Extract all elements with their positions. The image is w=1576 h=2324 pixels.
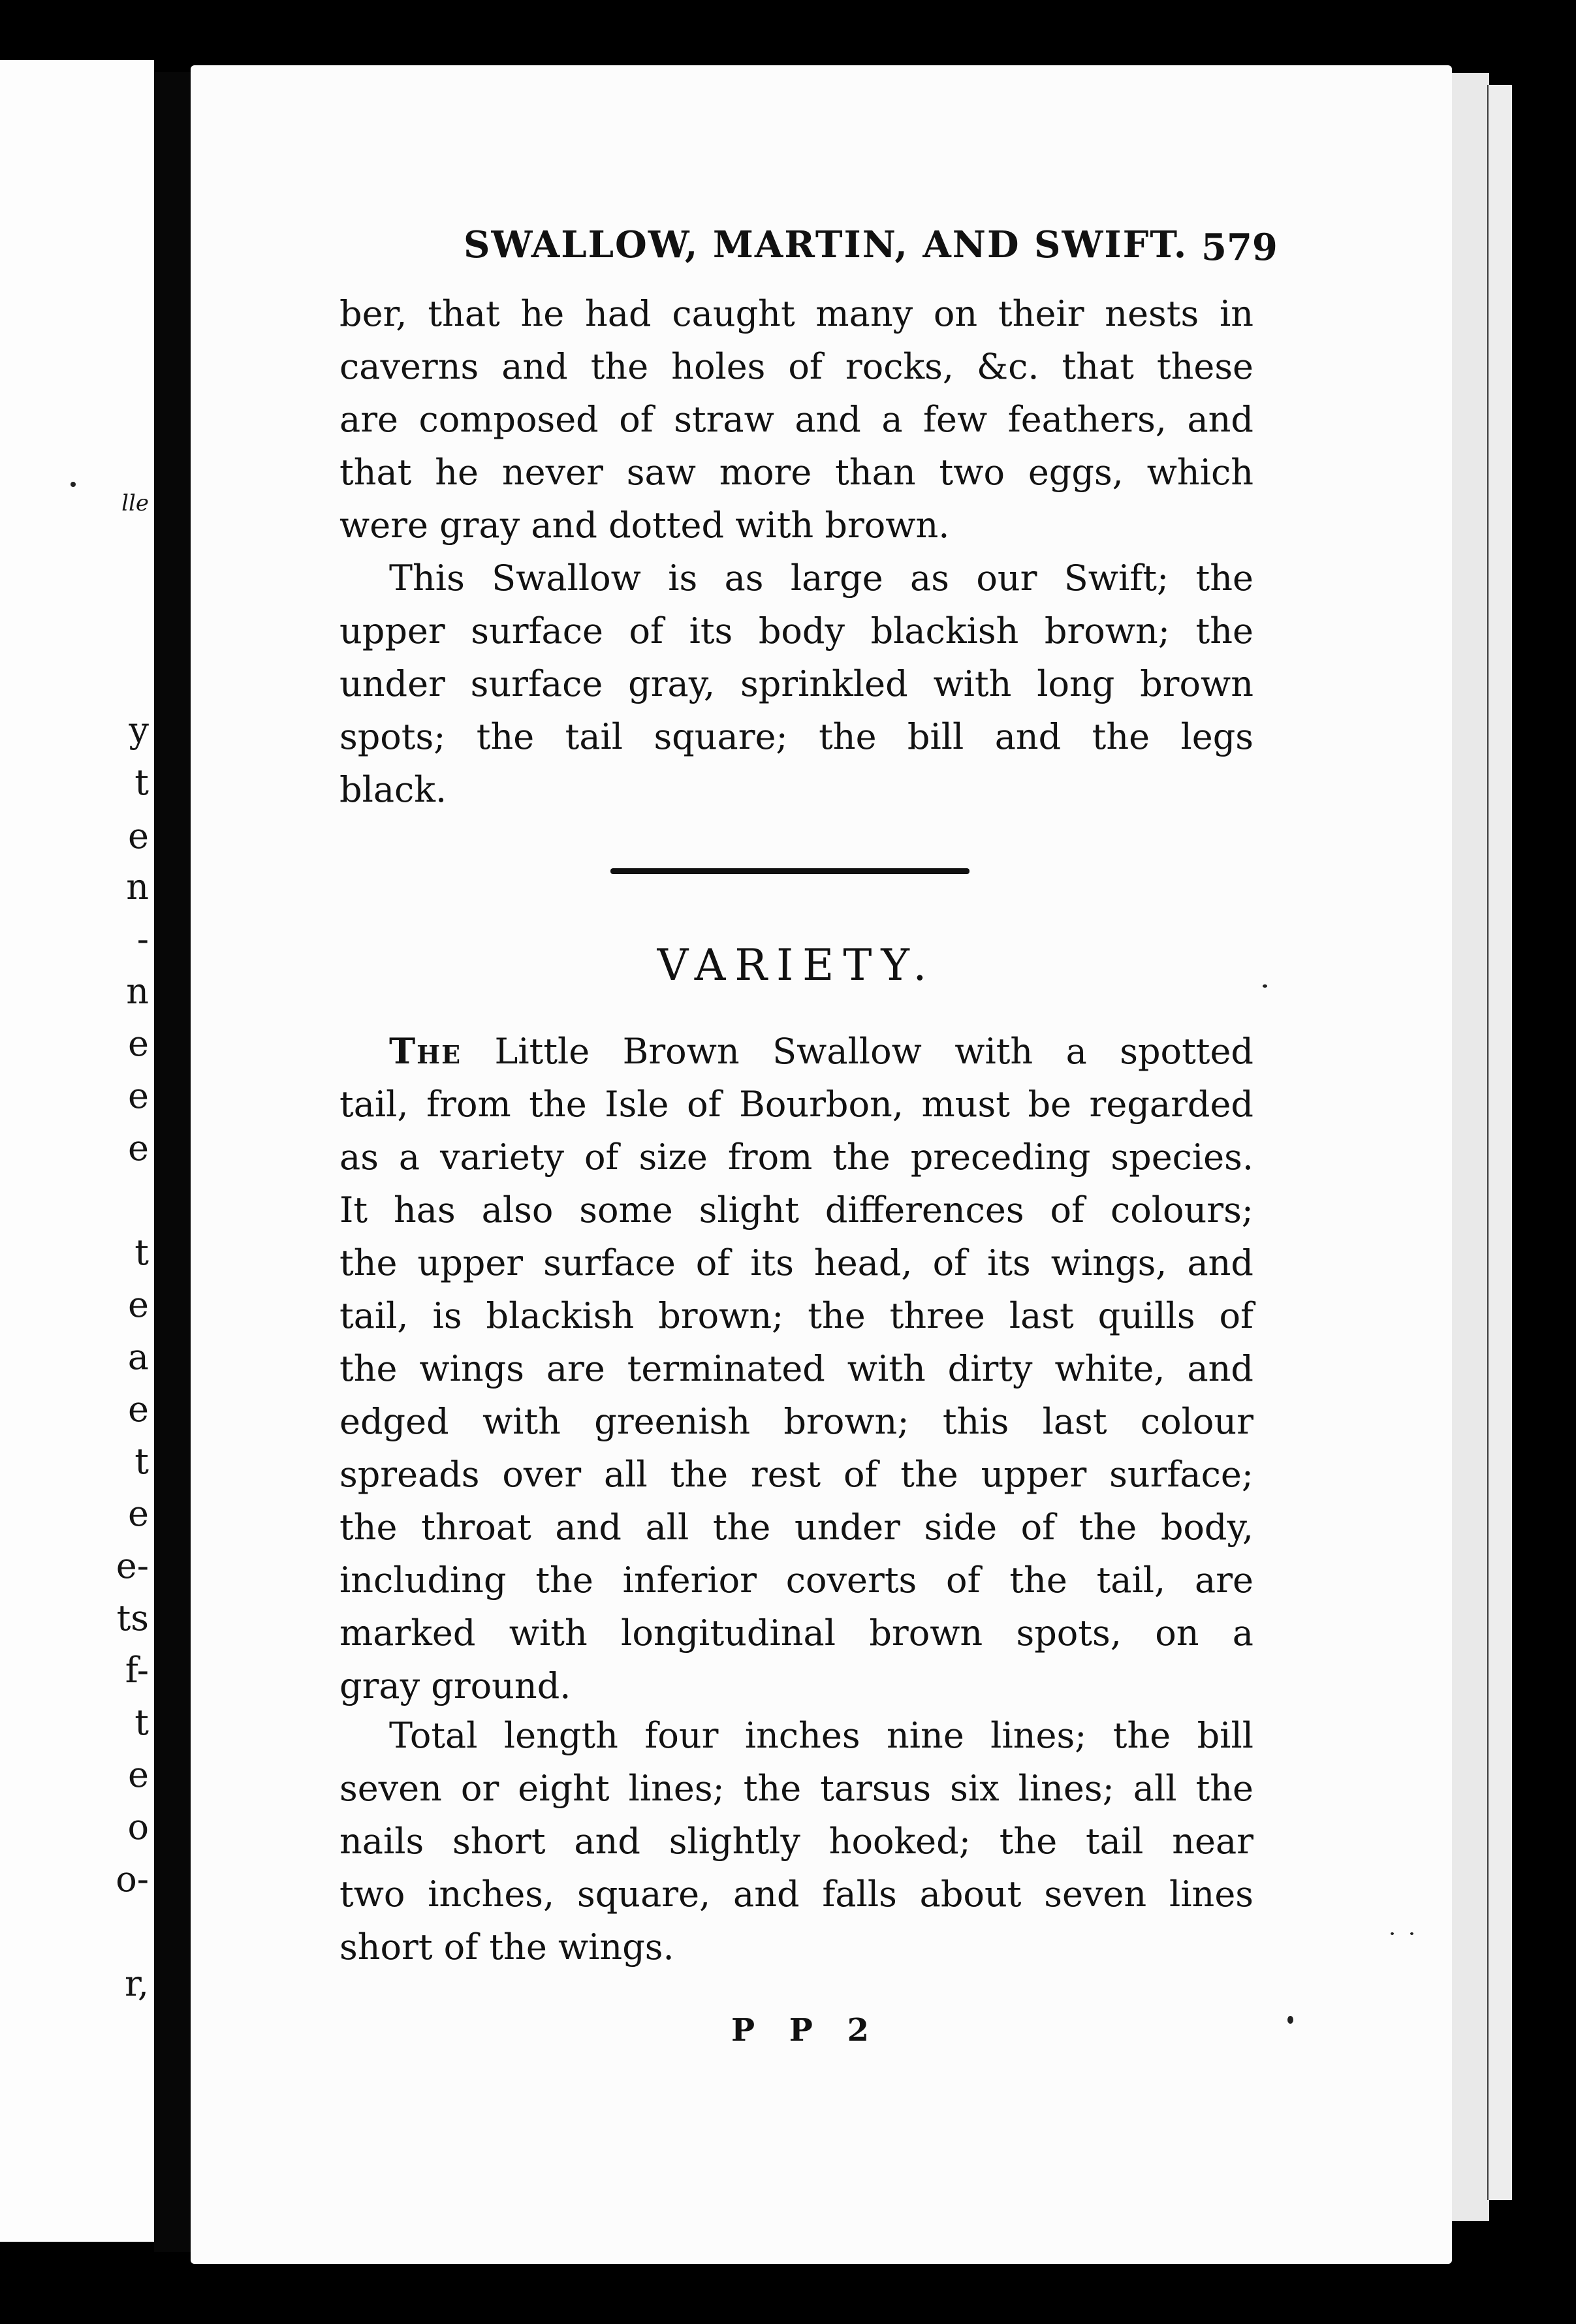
text-line: spots; the tail square; the bill and the legs <box>339 716 1253 757</box>
book-gutter <box>154 72 191 2252</box>
scan-speck <box>1287 2016 1293 2024</box>
previous-page-fragment: t <box>134 1702 149 1743</box>
paragraph-variety <box>339 1025 1253 1712</box>
text-line: were gray and dotted with brown. <box>339 505 950 546</box>
text-line: as a variety of size from the preceding species. <box>339 1137 1253 1178</box>
text-line: edged with greenish brown; this last colour <box>339 1401 1253 1442</box>
previous-page-fragment: n <box>126 971 149 1012</box>
text-line: ber, that he had caught many on their nests in <box>339 293 1253 334</box>
page-number: 579 <box>1201 226 1278 269</box>
text-line-first <box>339 1025 1253 1078</box>
drop-word: The <box>389 1030 462 1072</box>
previous-page-fragment: t <box>134 1232 149 1273</box>
text-line: the wings are terminated with dirty white, and <box>339 1348 1253 1389</box>
previous-page-fragment: e <box>128 815 149 856</box>
previous-page-fragment: t <box>134 762 149 803</box>
previous-page-fragment: a <box>127 1336 149 1377</box>
previous-page-fragment: e <box>128 1075 149 1116</box>
previous-page-fragment: e <box>128 1127 149 1169</box>
previous-page-fragment: ts <box>116 1597 149 1639</box>
text-line: under surface gray, sprinkled with long brown <box>339 663 1253 704</box>
previous-page-fragment: e <box>128 1023 149 1064</box>
section-heading: VARIETY. <box>657 940 936 990</box>
previous-page-fragment: e <box>128 1389 149 1430</box>
scan-speck <box>1391 1932 1394 1935</box>
text-line: spreads over all the rest of the upper surface; <box>339 1454 1253 1495</box>
text-line-rest: Little Brown Swallow with a spotted <box>462 1031 1253 1072</box>
previous-page-edge <box>0 60 154 2242</box>
previous-page-fragment: n <box>126 866 149 907</box>
signature-mark: P P 2 <box>731 2012 881 2049</box>
previous-page-fragment: - <box>136 919 149 960</box>
text-line: are composed of straw and a few feathers, and <box>339 399 1253 440</box>
previous-page-fragment: e <box>128 1493 149 1534</box>
text-line: nails short and slightly hooked; the tail near <box>339 1821 1253 1862</box>
text-line: It has also some slight differences of colours; <box>339 1189 1253 1231</box>
scan-speck <box>1410 1932 1413 1935</box>
paragraph-continuation <box>339 287 1253 552</box>
previous-page-fragment: e- <box>116 1545 149 1586</box>
text-line: caverns and the holes of rocks, &c. that these <box>339 346 1253 387</box>
previous-page-fragment: y <box>129 710 149 751</box>
previous-page-fragment: lle <box>121 490 149 516</box>
scan-speck <box>71 482 76 487</box>
text-line: marked with longitudinal brown spots, on a <box>339 1612 1253 1654</box>
text-line: black. <box>339 769 447 810</box>
running-head <box>274 223 1293 275</box>
running-title: SWALLOW, MARTIN, AND SWIFT. <box>464 223 1188 266</box>
previous-page-fragment: t <box>134 1441 149 1482</box>
text-line: tail, from the Isle of Bourbon, must be regarded <box>339 1084 1253 1125</box>
scan-speck <box>1263 984 1267 988</box>
text-line: Total length four inches nine lines; the bill <box>389 1715 1253 1756</box>
text-line: the throat and all the under side of the body, <box>339 1507 1253 1548</box>
text-line: seven or eight lines; the tarsus six lines; all the <box>339 1768 1253 1809</box>
section-divider-rule <box>610 868 969 874</box>
previous-page-fragment: e <box>128 1754 149 1795</box>
text-line: upper surface of its body blackish brown; the <box>339 610 1253 652</box>
text-line: that he never saw more than two eggs, which <box>339 452 1253 493</box>
paragraph-description <box>339 552 1253 816</box>
text-line: tail, is blackish brown; the three last quills of <box>339 1295 1253 1336</box>
text-line: short of the wings. <box>339 1926 674 1968</box>
text-line: two inches, square, and falls about seven lines <box>339 1874 1253 1915</box>
text-line: the upper surface of its head, of its wings, and <box>339 1242 1253 1283</box>
paragraph-measurements <box>339 1709 1253 1973</box>
previous-page-fragment: e <box>128 1284 149 1325</box>
previous-page-fragment: o- <box>116 1859 149 1900</box>
previous-page-fragment: r, <box>124 1963 149 2004</box>
previous-page-fragment: o <box>127 1806 149 1847</box>
text-line: including the inferior coverts of the tail, are <box>339 1560 1253 1601</box>
previous-page-fragment: f- <box>125 1650 149 1691</box>
text-line: This Swallow is as large as our Swift; the <box>389 557 1253 599</box>
page-stack-edge-outer <box>1487 85 1512 2200</box>
text-line: gray ground. <box>339 1665 571 1706</box>
